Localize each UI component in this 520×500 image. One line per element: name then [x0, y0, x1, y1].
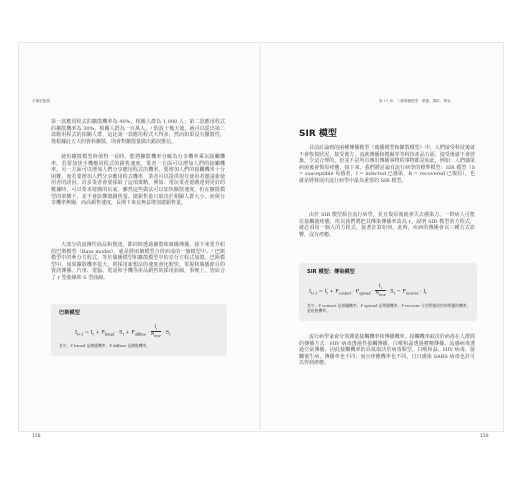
formula-term: · P — [352, 288, 360, 295]
formula-term: + P — [95, 329, 105, 336]
formula-sub: t — [326, 291, 328, 296]
frac-numerator: I — [154, 324, 156, 329]
formula-term: · S — [162, 329, 170, 336]
left-page — [18, 42, 259, 439]
bass-model-box — [51, 304, 227, 356]
frac-den-sub: POP — [379, 293, 386, 298]
frac-num-sub: t — [156, 326, 158, 331]
bass-model-note: 其中，P broad 是廣播機率，P diffuse 是擴散機率。 — [59, 343, 151, 348]
left-paragraph-1: 第一款應用程式的擴散機率為 40%，相關人群為 1,000 人；第二款應用程式的擴散機率為 30%，相關人群為一百萬人。¹ 假設十幾天後，就可以從出第二款應用程式的相關人群，這比第一款應用程式大得多，然而如果沒有擴散性，僅根據此五天的資料擴散，則會對擴散量做出錯誤推估。 — [51, 119, 225, 145]
formula-lhs: I — [75, 329, 77, 336]
sir-model-note: 其中，P contact 是接觸機率，P spread 是傳播機率，P recover 分別對應的疾病傳播的機率，是痊癒機率。 — [307, 303, 471, 313]
right-paragraph-1: 目前討論到的兩種傳播模型（廣播模型和擴散模型）中，人們接受科技後就不會恢復狀況，接受後方，流就傳播和模擬等等科技產品方面。接受後就不會放棄，令這合理的，但並不是所有傳出傳播事物的事物都是如此，例如：人們感染病菌後會復原痊癒，接下來，我們將討論有流行病學的標準模型：SIR 模型（S = susceptible 易感者，I = infected 已感染，R = recovered 已復原），也就是將發展出流行病學中最為重要的 SIR 模型。 — [299, 145, 475, 184]
sir-model-title: SIR 模型：傳染模型 — [307, 269, 355, 275]
formula-sub: spread — [359, 291, 371, 296]
right-page — [261, 42, 502, 439]
right-page-number: 159 — [480, 434, 489, 439]
frac-numerator: I — [379, 283, 381, 288]
sir-model-box — [299, 263, 477, 321]
formula-term: · S — [115, 329, 123, 336]
formula-lhs: I — [309, 288, 311, 295]
frac-denominator: N — [375, 290, 380, 296]
right-paragraph-2: 由於 SIR 模型源自流行病學，並且復原後就會失去感染力，一群病人可能在接觸後痊癒，所以我們將把其傳染傳播率改為 r，說明 SIR 模型的方程式，就必須用一個人的方程式，接著計算如何，此時，疾病的傳播會以三種方式影響，沒有痊癒。 — [299, 212, 475, 238]
formula-term: · S — [387, 288, 394, 295]
formula-sub: t — [92, 332, 94, 337]
formula-sub: t — [122, 332, 124, 337]
left-running-header: 多種型態模 — [32, 99, 50, 103]
sir-model-formula — [309, 284, 427, 298]
formula-sub: broad — [104, 332, 115, 337]
frac-den-sub: POP — [154, 334, 161, 339]
left-paragraph-3: 大部分的流傳性商品和資訊，都同時透過擴散和廣播傳播，接下來要介紹的巴斯模型（Bass model），就是將兩個模型合併而成的一個模型中。² 巴斯模型中的參分方程式，等於廣播模型和擴散模型中的差分方程式加總。巴斯模型中，如果擴散機率很大，則採用新想法的速度會比較快。電視和廣播節目的資訊傳播、汽車、電腦、電話和手機等產品銷售的採用曲線，事實上，皆給合了 r 型曲線和 S 型曲線。 — [51, 242, 225, 281]
formula-term: + P — [329, 288, 339, 295]
frac-denominator: N — [150, 331, 155, 337]
bass-model-formula — [75, 325, 170, 339]
right-running-header: 第 11 章 三種傳播模型：廣播、擴散、傳染 — [379, 99, 451, 103]
frac-num-sub: t — [380, 285, 382, 290]
formula-fraction — [375, 284, 385, 298]
formula-term: · — [372, 288, 374, 295]
formula-term: · — [147, 329, 150, 336]
formula-lhs-sub: t+1 — [76, 332, 84, 337]
formula-fraction — [151, 325, 161, 339]
formula-sub: diffuse — [134, 332, 146, 337]
formula-term: + P — [125, 329, 135, 336]
right-paragraph-3: 流行病學家會分別測量接觸機率和傳播機率。接觸機率取決於病毒在人群間的傳播方式：HIV 病毒透過性接觸傳播，白喉和蝨透過噴嚏傳播，流感病毒透過空氣傳播，因此接觸機率的高低取決於病毒類型。白喉和蝨、HIV 病毒、接觸後生病，傳播率也不同；而且痊癒機率也不同，日日感染 SARS 病毒也許可以得到痊癒。 — [299, 334, 475, 367]
formula-sub: contact — [338, 291, 352, 296]
formula-sub: t — [425, 291, 427, 296]
formula-lhs-sub: t+1 — [310, 291, 318, 296]
formula-term: = I — [318, 288, 327, 295]
formula-sub: recover — [405, 291, 419, 296]
formula-term: − P — [396, 288, 406, 295]
sir-section-title: SIR 模型 — [299, 129, 337, 139]
formula-term: = I — [84, 329, 93, 336]
formula-sub: t — [393, 291, 396, 296]
formula-term: · I — [420, 288, 426, 295]
left-page-number: 158 — [32, 434, 41, 439]
left-paragraph-2: 使用擴散模型時值得一看時，能將擴散機率分解為分享機率乘以接觸機率。若要加快手機應用程式的銷售速度，業者一方面可以增加人們的接觸機率，另一方面可以增加人們分享應用程式的機率。要增加人們的接觸機率十分困難，而若要增加人們分享應用程式機率，業者可以提供現有使用者邀請新使用者的誘因。許多業者會要採取了這項策略，例如：電玩業者遊戲達到更好的數據時，可以要求遊戲的玩家，雖然這些做法可以加快擴散速度，但在擴散模型的架構下，並不會影響總銷售量。總銷售量只取決於相關人群大小，而與分享機率無關，而高銷售速度，長期下來並無益增加總銷售量。 — [51, 154, 225, 207]
formula-sub: t — [169, 332, 171, 337]
bass-model-title: 巴斯模型 — [59, 310, 80, 316]
